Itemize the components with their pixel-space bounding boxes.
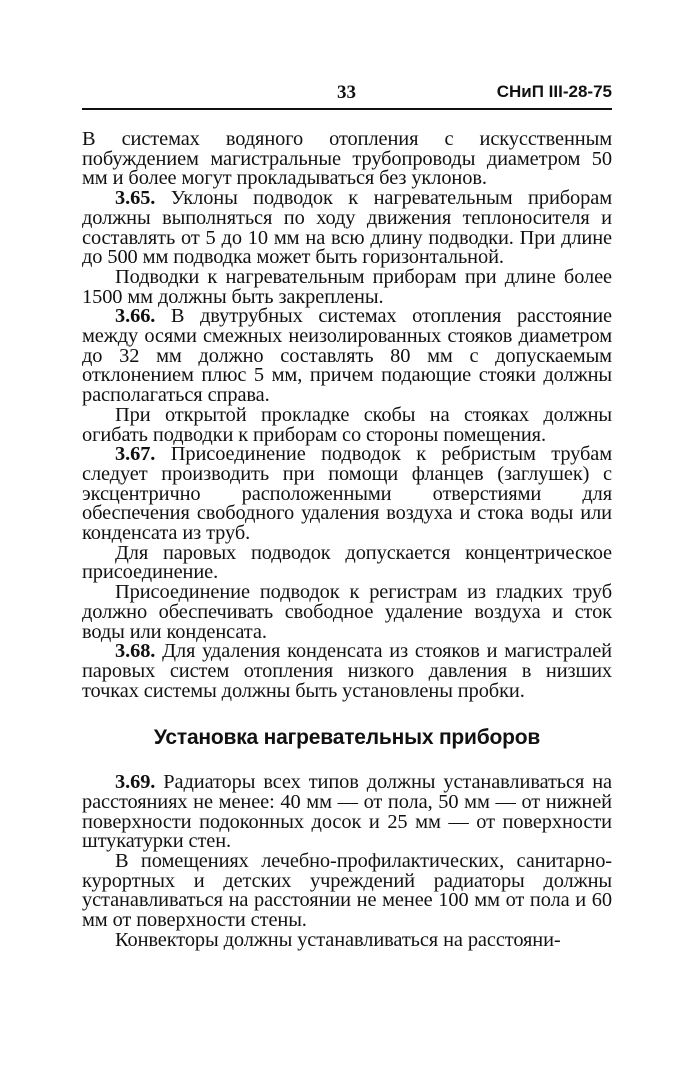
paragraph-text: Для паровых подводок допускается концентрическое присоединение. [82,541,612,584]
paragraph [82,189,612,268]
paragraph-text: В помещениях лечебно-профилактических, санитарно-курортных и детских учреждений радиаторы должны устанавливаться на расстоянии не менее 100 мм от пола и 60 мм от поверхности стены. [82,849,612,932]
paragraph [82,583,612,642]
document-code: СНиП III-28-75 [496,82,612,101]
paragraph [82,928,612,951]
paragraph [82,849,612,932]
paragraph-text: Конвекторы должны устанавливаться на расстояни- [115,928,561,951]
paragraph [82,642,612,701]
paragraph-text: Для удаления конденсата из стояков и магистралей паровых систем отопления низкого давления в низших точках системы должны быть установлены пробки. [82,640,612,702]
clause-number: 3.65. [115,187,156,210]
paragraph [82,130,612,189]
paragraph-text: Радиаторы всех типов должны устанавливаться на расстояниях не менее: 40 мм — от пола, 50 мм — от нижней поверхности подоконных досок и 25 мм — от поверхности штукатурки стен. [82,771,612,853]
paragraph-text: Присоединение подводок к регистрам из гладких труб должно обеспечивать свободное удаление воздуха и сток воды или конденсата. [82,581,612,643]
paragraph [82,307,612,406]
paragraph-text: В двутрубных системах отопления расстояние между осями смежных неизолированных стояков диаметром до 32 мм должно составлять 80 мм с допускаемым отклонением плюс 5 мм, причем подающие стояки должны располагаться справа. [82,305,612,407]
clause-number: 3.67. [115,443,156,466]
paragraph-text: Уклоны подводок к нагревательным приборам должны выполняться по ходу движения теплоносителя и составлять от 5 до 10 мм на всю длину подводки. При длине до 500 мм подводка может быть горизонтальной. [82,187,612,269]
paragraph [82,403,612,446]
paragraph [82,265,612,308]
paragraph [82,541,612,584]
paragraph [82,773,612,852]
clause-number: 3.69. [115,771,156,794]
document-body [82,130,612,950]
document-page [82,78,612,950]
paragraph-text: При открытой прокладке скобы на стояках должны огибать подводки к приборам со стороны помещения. [82,403,612,446]
paragraph-text: Подводки к нагревательным приборам при длине более 1500 мм должны быть закреплены. [82,265,612,308]
section-heading: Установка нагревательных приборов [153,726,541,750]
paragraph-text: В системах водяного отопления с искусственным побуждением магистральные трубопроводы диаметром 50 мм и более могут прокладываться без уклонов. [82,128,612,190]
clause-number: 3.66. [115,305,156,328]
page-number: 33 [337,82,356,103]
paragraph-text: Присоединение подводок к ребристым трубам следует производить при помощи фланцев (заглушек) с эксцентрично расположенными отверстиями для обеспечения свободного удаления воздуха и стока воды или конденсата из труб. [82,443,612,545]
paragraph [82,445,612,544]
page-header [82,78,612,110]
clause-number: 3.68. [115,640,156,663]
